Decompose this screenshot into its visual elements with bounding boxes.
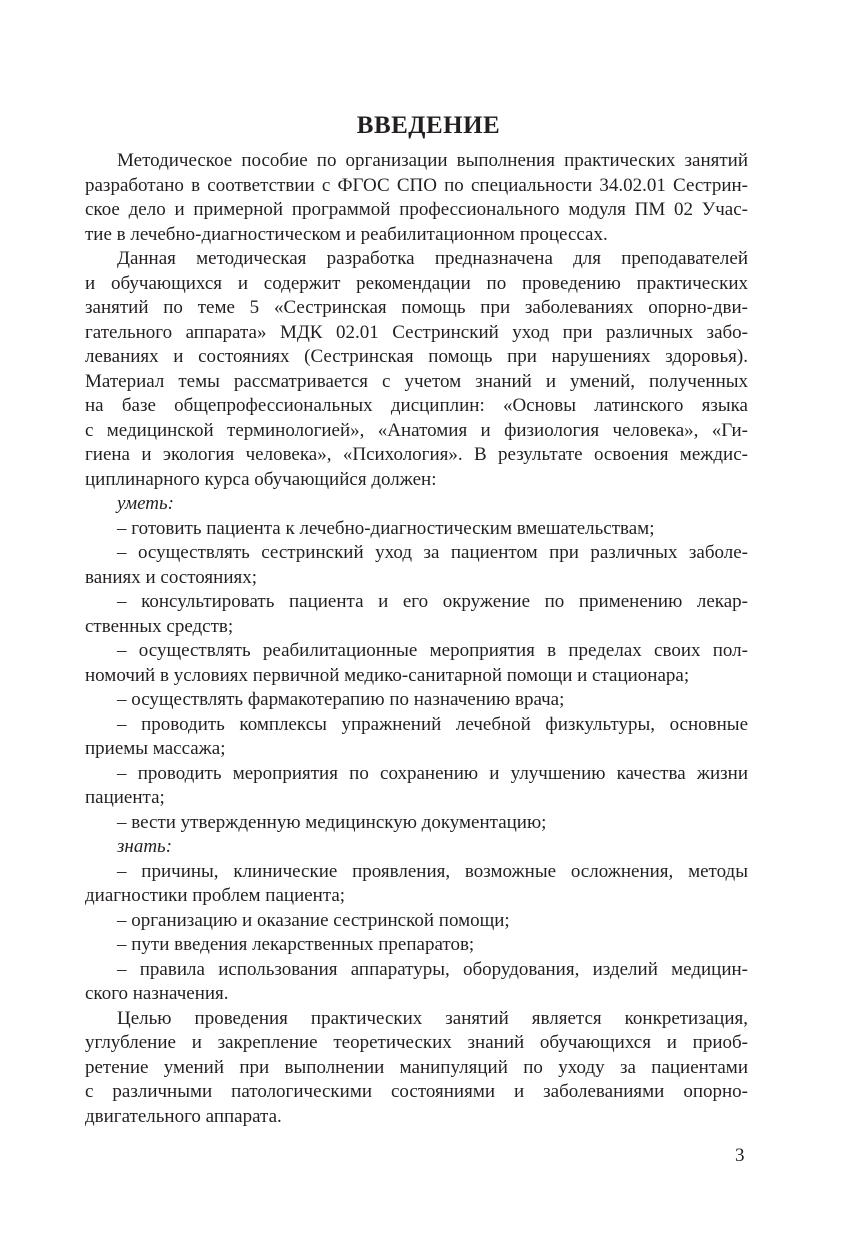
text-line: тие в лечебно-диагностическом и реабилитационном процессах.: [85, 223, 608, 245]
text-line: номочий в условиях первичной медико-санитарной помощи и стационара;: [85, 664, 690, 686]
text-line: – осуществлять фармакотерапию по назначению врача;: [117, 689, 565, 710]
paragraph: [85, 713, 748, 762]
section-label: [85, 835, 748, 860]
text-line: ственных средств;: [85, 615, 234, 637]
text-line: с медицинской терминологией», «Анатомия и физиология человека», «Ги-: [85, 419, 748, 441]
text-line: – правила использования аппаратуры, оборудования, изделий медицин-: [117, 958, 748, 980]
body-text: [85, 149, 748, 1129]
text-line: Материал темы рассматривается с учетом знаний и умений, полученных: [85, 370, 748, 392]
text-line: диагностики проблем пациента;: [85, 885, 346, 906]
paragraph: [85, 811, 748, 836]
text-line: – осуществлять сестринский уход за пациентом при различных заболе-: [117, 542, 748, 563]
text-line: пациента;: [85, 787, 165, 808]
text-line: гиена и экология человека», «Психология». В результате освоения междис-: [85, 444, 748, 465]
page-title: ВВЕДЕНИЕ: [356, 112, 501, 139]
text-line: на базе общепрофессиональных дисциплин: «Основы латинского языка: [85, 395, 748, 416]
paragraph: [85, 149, 748, 247]
text-line: ретение умений при выполнении манипуляций по уходу за пациентами: [85, 1056, 748, 1078]
text-line: Данная методическая разработка предназначена для преподавателей: [117, 248, 748, 269]
text-line: ского назначения.: [85, 983, 229, 1004]
paragraph: [85, 860, 748, 909]
page-number: 3: [735, 1145, 745, 1166]
text-line: – осуществлять реабилитационные мероприятия в пределах своих пол-: [117, 640, 748, 661]
text-line: – организацию и оказание сестринской помощи;: [117, 909, 510, 931]
paragraph: [85, 1007, 748, 1130]
text-line: гательного аппарата» МДК 02.01 Сестринский уход при различных забо-: [85, 321, 748, 343]
paragraph: [85, 933, 748, 958]
text-line: Методическое пособие по организации выполнения практических занятий: [117, 150, 748, 171]
text-line: разработано в соответствии с ФГОС СПО по специальности 34.02.01 Сестрин-: [85, 174, 748, 196]
text-line: двигательного аппарата.: [85, 1105, 282, 1127]
paragraph: [85, 517, 748, 542]
section-label: [85, 492, 748, 517]
paragraph: [85, 639, 748, 688]
text-line: ское дело и примерной программой профессионального модуля ПМ 02 Учас-: [85, 199, 748, 220]
text-line: – вести утвержденную медицинскую документацию;: [117, 811, 547, 833]
paragraph: [85, 909, 748, 934]
text-line: – пути введения лекарственных препаратов;: [117, 934, 475, 955]
text-line: занятий по теме 5 «Сестринская помощь при заболеваниях опорно-дви-: [85, 297, 748, 318]
text-line: приемы массажа;: [85, 738, 226, 759]
paragraph: [85, 958, 748, 1007]
text-line: – проводить комплексы упражнений лечебной физкультуры, основные: [117, 713, 748, 735]
text-line: – готовить пациента к лечебно-диагностическим вмешательствам;: [117, 517, 655, 539]
text-line: – причины, клинические проявления, возможные осложнения, методы: [117, 860, 748, 882]
text-line: – проводить мероприятия по сохранению и улучшению качества жизни: [117, 762, 748, 784]
paragraph: [85, 590, 748, 639]
text-line: Целью проведения практических занятий является конкретизация,: [117, 1007, 748, 1029]
text-line: – консультировать пациента и его окружение по применению лекар-: [117, 591, 748, 612]
text-line: углубление и закрепление теоретических знаний обучающихся и приоб-: [85, 1032, 748, 1053]
paragraph: [85, 688, 748, 713]
text-line: с различными патологическими состояниями и заболеваниями опорно-: [85, 1081, 748, 1102]
text-line: циплинарного курса обучающийся должен:: [85, 468, 437, 490]
text-line: и обучающихся и содержит рекомендации по проведению практических: [85, 272, 748, 294]
paragraph: [85, 762, 748, 811]
text-line: ваниях и состояниях;: [85, 566, 258, 588]
paragraph: [85, 247, 748, 492]
text-line: леваниях и состояниях (Сестринская помощь при нарушениях здоровья).: [85, 346, 748, 367]
text-line: уметь:: [117, 493, 174, 514]
paragraph: [85, 541, 748, 590]
text-line: знать:: [117, 836, 173, 857]
